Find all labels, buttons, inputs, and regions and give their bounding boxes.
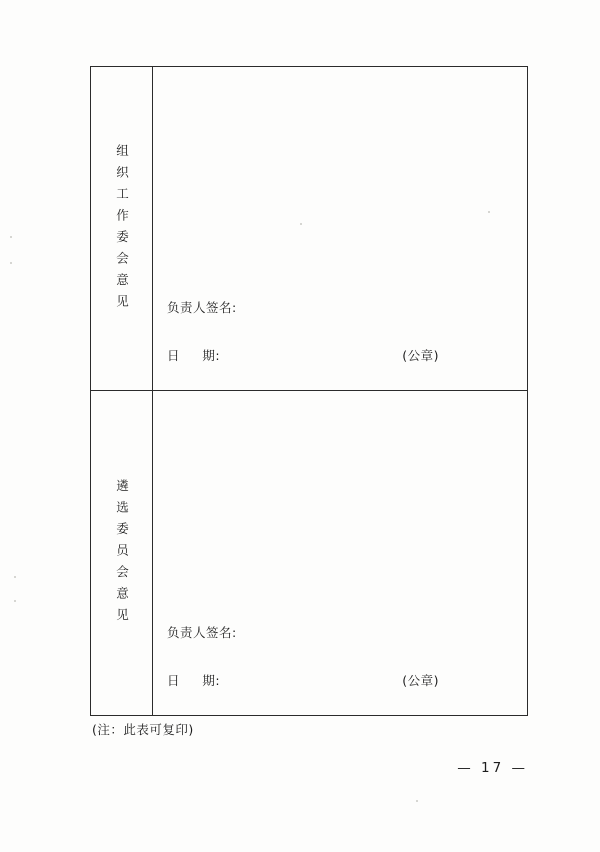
row-content-cell-organization-committee[interactable] <box>153 67 527 390</box>
scan-speck <box>14 600 16 602</box>
row-label-cell-selection-committee <box>91 391 153 715</box>
row-label-text: 遴选委员会意见 <box>114 478 130 630</box>
signature-label: 负责人签名: <box>167 300 237 315</box>
date-label: 日 期: <box>167 348 221 363</box>
table-row <box>91 391 527 715</box>
seal-label: (公章) <box>402 348 439 363</box>
page-number: — 17 — <box>457 760 528 776</box>
scan-speck <box>416 800 418 802</box>
scan-speck <box>10 262 12 264</box>
date-label: 日 期: <box>167 673 221 688</box>
row-label-text: 组织工作委会意见 <box>114 143 130 316</box>
scan-speck <box>10 236 12 238</box>
table-row <box>91 67 527 391</box>
row-label-cell-organization-committee <box>91 67 153 390</box>
row-content-cell-selection-committee[interactable] <box>153 391 527 715</box>
form-note: (注：此表可复印) <box>92 722 194 737</box>
seal-label: (公章) <box>402 673 439 688</box>
signature-label: 负责人签名: <box>167 625 237 640</box>
scan-speck <box>14 576 16 578</box>
opinion-form-table <box>90 66 528 716</box>
